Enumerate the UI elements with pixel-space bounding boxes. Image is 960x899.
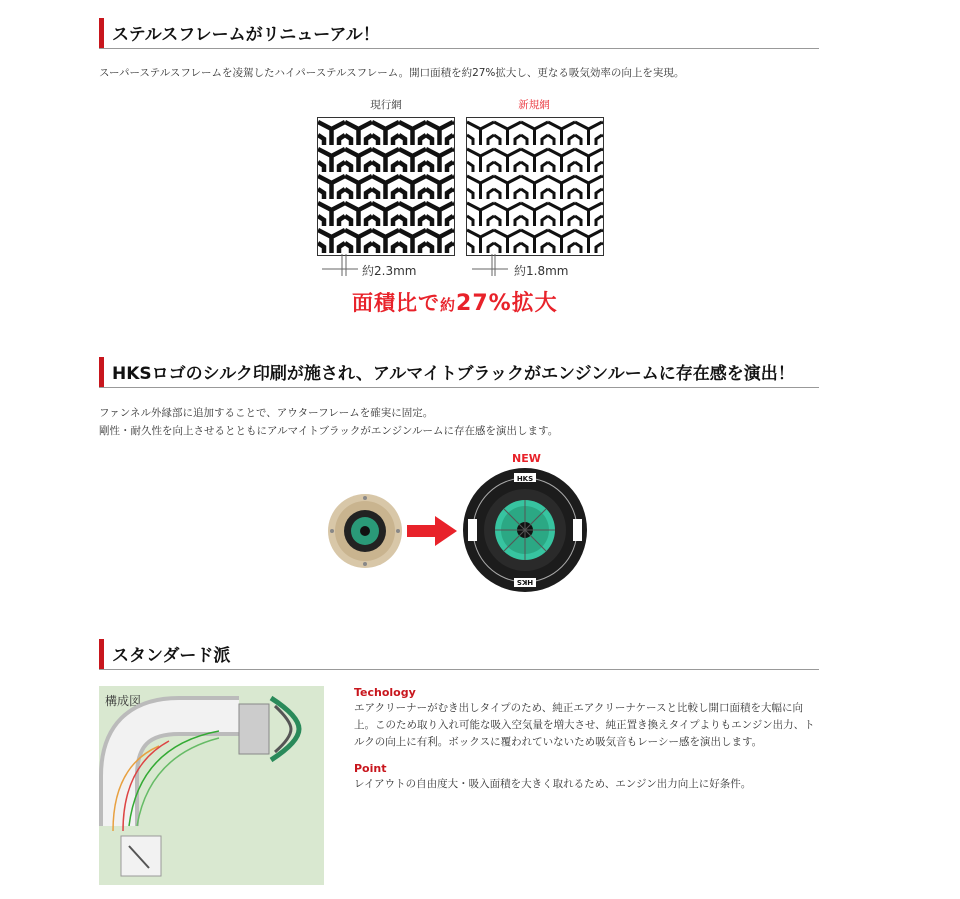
new-mesh-image [466,117,604,256]
new-filter-image [462,467,588,593]
new-dim-label: 約1.8mm [514,264,569,278]
section-heading-stealth-frame [99,18,819,49]
hks-logo-description-2: 剛性・耐久性を向上させるとともにアルマイトブラックがエンジンルームに存在感を演出します。 [99,425,559,437]
heading-accent-bar [99,18,104,48]
heading-text: スタンダード派 [112,646,231,666]
new-badge: NEW [512,452,541,465]
new-mesh-label: 新規網 [518,99,550,111]
technology-title: Techology [354,686,416,699]
current-mesh-image [317,117,455,256]
hks-logo-bottom: HKS [516,578,534,586]
point-body: レイアウトの自由度大・吸入面積を大きく取れるため、エンジン出力向上に好条件。 [354,778,752,790]
hks-logo-description-1: ファンネル外縁部に追加することで、アウターフレームを確実に固定。 [99,407,434,419]
section-heading-hks-logo [99,357,819,388]
technology-body: エアクリーナーがむき出しタイプのため、純正エアクリーナケースと比較し開口面積を大幅に向上。このため取り入れ可能な吸入空気量を増大させ、純正置き換えタイプよりもエンジン出力、トルクの向上に有利。ボックスに覆われていないため吸気音もレーシー感を演出します。 [354,702,815,748]
current-dim-label: 約2.3mm [362,264,417,278]
point-title: Point [354,762,387,775]
section-heading-standard [99,639,819,670]
diagram-label: 構成図 [105,694,142,708]
headline-part-c: 27%拡大 [456,291,558,316]
new-dim-marker [470,254,510,278]
current-dim-marker [320,254,360,278]
area-increase-headline [352,286,558,317]
heading-accent-bar [99,357,104,387]
heading-accent-bar [99,639,104,669]
current-mesh-pattern [318,118,454,255]
new-mesh-pattern [467,118,603,255]
headline-part-b: 約 [440,296,457,314]
configuration-diagram [99,686,324,885]
heading-text: ステルスフレームがリニューアル！ [112,25,380,45]
heading-text: HKSロゴのシルク印刷が施され、アルマイトブラックがエンジンルームに存在感を演出！ [112,364,795,384]
old-filter-image [327,493,403,569]
intake-pipe-illustration [99,686,324,885]
hks-logo-top: HKS [516,475,534,483]
current-mesh-label: 現行網 [370,99,402,111]
stealth-frame-description: スーパーステルスフレームを凌駕したハイパーステルスフレーム。開口面積を約27%拡大し、更なる吸気効率の向上を実現。 [99,67,685,79]
arrow-right-icon [407,516,457,546]
headline-part-a: 面積比で [352,291,440,315]
